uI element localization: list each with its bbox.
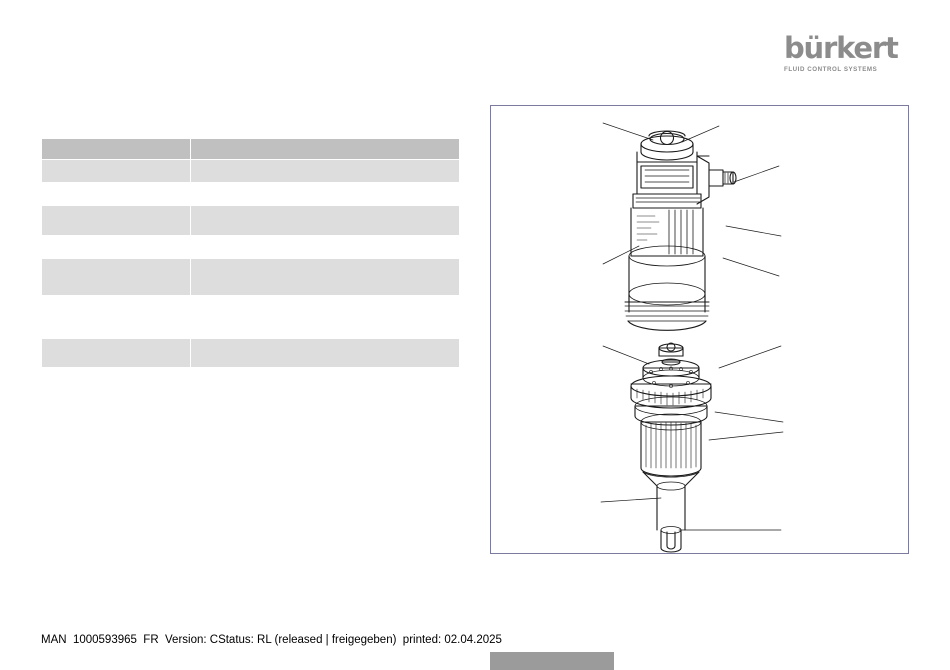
- table-row: [42, 206, 460, 236]
- table-row: [42, 259, 460, 296]
- thread-lines-upper: [625, 306, 709, 321]
- table-cell: [42, 183, 191, 206]
- table-cell: [191, 259, 460, 296]
- table-row: [42, 339, 460, 368]
- table-row: [42, 296, 460, 339]
- document-footer: MAN 1000593965 FR Version: CStatus: RL (released | freigegeben) printed: 02.04.2025: [41, 634, 502, 646]
- table-cell: [191, 160, 460, 183]
- table-cell: [42, 160, 191, 183]
- table-row: [42, 139, 460, 160]
- table-cell: [191, 296, 460, 339]
- table-cell: [42, 259, 191, 296]
- product-figure-panel: [490, 105, 909, 554]
- table-cell: [191, 139, 460, 160]
- brand-logo-wordmark: bürkert: [784, 31, 898, 65]
- specification-table: [41, 138, 460, 368]
- table-cell: [42, 139, 191, 160]
- table-cell: [42, 236, 191, 259]
- footer-page-bar: [490, 652, 614, 670]
- table-cell: [42, 206, 191, 236]
- table-row: [42, 160, 460, 183]
- table-cell: [42, 339, 191, 368]
- table-row: [42, 236, 460, 259]
- brand-logo: [784, 31, 916, 73]
- table-cell: [191, 183, 460, 206]
- table-cell: [191, 339, 460, 368]
- table-row: [42, 183, 460, 206]
- brand-logo-tagline: FLUID CONTROL SYSTEMS: [784, 66, 878, 73]
- product-technical-drawing: [491, 106, 908, 553]
- nameplate-hatching: [637, 216, 659, 240]
- table-cell: [191, 236, 460, 259]
- table-cell: [191, 206, 460, 236]
- table-cell: [42, 296, 191, 339]
